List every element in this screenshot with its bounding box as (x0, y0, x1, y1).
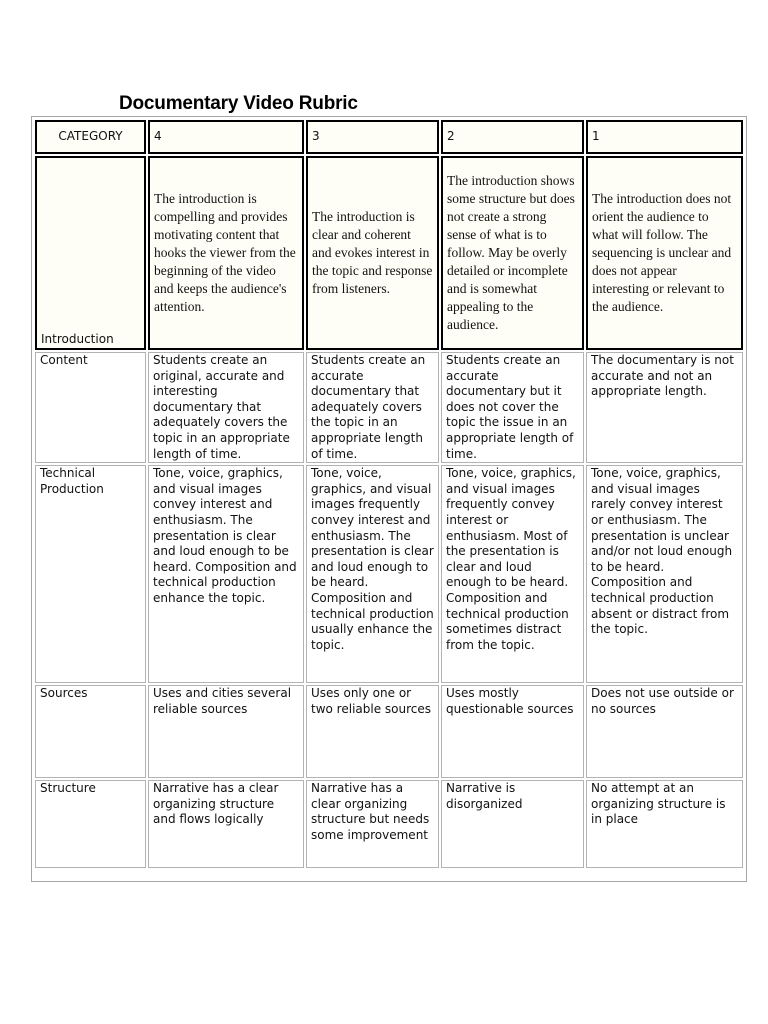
rubric-table (33, 118, 745, 870)
table-cell: Students create an accurate documentary but it does not cover the topic the issue in an appropriate length of time. (441, 352, 584, 463)
table-cell: Tone, voice, graphics, and visual images convey interest and enthusiasm. The presentation is clear and loud enough to be heard. Composition and technical production enhance the topic. (148, 465, 304, 683)
header-level-3: 3 (306, 120, 439, 154)
table-row (35, 352, 743, 463)
row-label-content: Content (35, 352, 146, 463)
table-cell: Does not use outside or no sources (586, 685, 743, 778)
table-cell: No attempt at an organizing structure is in place (586, 780, 743, 868)
document-title: Documentary Video Rubric (119, 93, 358, 114)
table-cell: The introduction shows some structure but does not create a strong sense of what is to follow. May be overly detailed or incomplete and is somewhat appealing to the audience. (441, 156, 584, 350)
table-cell: The introduction does not orient the audience to what will follow. The sequencing is unclear and does not appear interesting or relevant to the audience. (586, 156, 743, 350)
table-cell: Narrative has a clear organizing structure but needs some improvement (306, 780, 439, 868)
table-row (35, 465, 743, 683)
row-label-structure: Structure (35, 780, 146, 868)
table-cell: Tone, voice, graphics, and visual images frequently convey interest or enthusiasm. Most of the presentation is clear and loud enough to be heard. Composition and technical production sometimes distract from the topic. (441, 465, 584, 683)
table-cell: Students create an accurate documentary that adequately covers the topic in an appropriate length of time. (306, 352, 439, 463)
table-cell: Students create an original, accurate and interesting documentary that adequately covers the topic in an appropriate length of time. (148, 352, 304, 463)
header-level-4: 4 (148, 120, 304, 154)
header-level-1: 1 (586, 120, 743, 154)
table-row (35, 156, 743, 350)
table-cell: Tone, voice, graphics, and visual images rarely convey interest or enthusiasm. The presentation is unclear and/or not loud enough to be heard. Composition and technical production absent or distract from the topic. (586, 465, 743, 683)
row-label-technical-production: Technical Production (35, 465, 146, 683)
row-label-introduction: Introduction (35, 156, 146, 350)
header-row (35, 120, 743, 154)
table-cell: The introduction is compelling and provides motivating content that hooks the viewer from the beginning of the video and keeps the audience's attention. (148, 156, 304, 350)
table-cell: Narrative is disorganized (441, 780, 584, 868)
rubric-table-frame (31, 116, 747, 882)
table-cell: The introduction is clear and coherent and evokes interest in the topic and response from listeners. (306, 156, 439, 350)
row-label-sources: Sources (35, 685, 146, 778)
table-row (35, 685, 743, 778)
table-cell: Uses only one or two reliable sources (306, 685, 439, 778)
table-cell: Uses and cities several reliable sources (148, 685, 304, 778)
table-cell: Tone, voice, graphics, and visual images frequently convey interest and enthusiasm. The presentation is clear and loud enough to be heard. Composition and technical production usually enhance the topic. (306, 465, 439, 683)
table-row (35, 780, 743, 868)
header-category: CATEGORY (35, 120, 146, 154)
table-cell: Uses mostly questionable sources (441, 685, 584, 778)
header-level-2: 2 (441, 120, 584, 154)
table-cell: Narrative has a clear organizing structure and flows logically (148, 780, 304, 868)
table-cell: The documentary is not accurate and not an appropriate length. (586, 352, 743, 463)
